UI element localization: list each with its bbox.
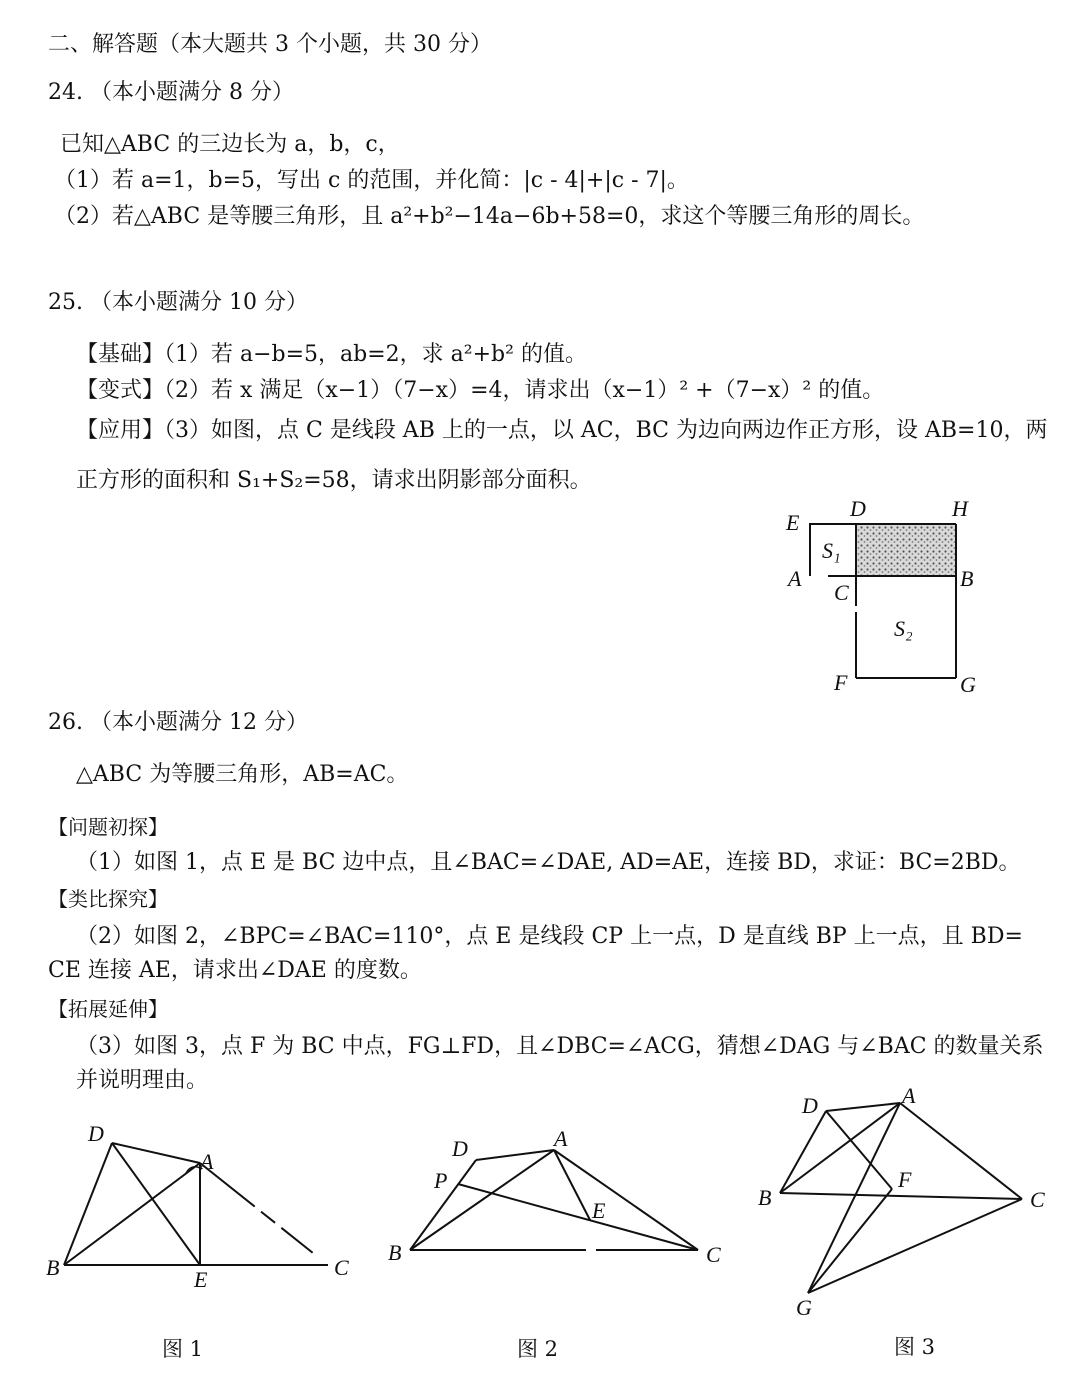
figure-1-caption: 图 1 bbox=[162, 1337, 204, 1361]
fig2-label-c: C bbox=[706, 1242, 721, 1267]
q25-apply-line1: 【应用】（3）如图，点 C 是线段 AB 上的一点，以 AC，BC 为边向两边作正方形，设 AB=10，两 bbox=[76, 418, 1048, 443]
seg-pc bbox=[458, 1184, 698, 1250]
figure-2-caption: 图 2 bbox=[517, 1337, 559, 1361]
q25-variant: 【变式】（2）若 x 满足（x−1）（7−x）=4，请求出（x−1）² +（7−x）² 的值。 bbox=[76, 378, 885, 403]
fig2-label-b: B bbox=[388, 1240, 402, 1265]
fig3-label-c: C bbox=[1030, 1187, 1045, 1212]
shaded-region bbox=[856, 524, 956, 576]
seg-ba bbox=[410, 1150, 554, 1250]
seg-de bbox=[112, 1143, 200, 1265]
q26-part2-line1: （2）如图 2，∠BPC=∠BAC=110°，点 E 是线段 CP 上一点，D 是直线 BP 上一点，且 BD= bbox=[76, 924, 1023, 949]
fig1-label-b: B bbox=[46, 1255, 60, 1280]
section-title: 二、解答题（本大题共 3 个小题，共 30 分） bbox=[48, 32, 492, 57]
q26-heading: 26. （本小题满分 12 分） bbox=[48, 710, 308, 735]
label-h: H bbox=[952, 496, 968, 521]
q26-part1: （1）如图 1，点 E 是 BC 边中点，且∠BAC=∠DAE, AD=AE，连接 BD，求证：BC=2BD。 bbox=[76, 850, 1021, 875]
q26-extend-title: 【拓展延伸】 bbox=[48, 997, 168, 1021]
fig2-label-a: A bbox=[554, 1126, 568, 1151]
q26-part3-line2: 并说明理由。 bbox=[76, 1068, 209, 1093]
label-d: D bbox=[850, 496, 866, 521]
q26-explore-title: 【问题初探】 bbox=[48, 815, 168, 839]
fig3-label-a: A bbox=[902, 1083, 916, 1108]
q25-heading: 25. （本小题满分 10 分） bbox=[48, 290, 308, 315]
fig1-label-e: E bbox=[194, 1267, 208, 1292]
fig2-label-d: D bbox=[452, 1136, 468, 1161]
fig1-label-c: C bbox=[334, 1255, 349, 1280]
label-b: B bbox=[960, 566, 974, 591]
fig2-label-p: P bbox=[434, 1168, 448, 1193]
label-s2: S₂ bbox=[894, 616, 913, 641]
q25-apply-line2: 正方形的面积和 S₁+S₂=58，请求出阴影部分面积。 bbox=[76, 468, 592, 493]
q26-analogy-title: 【类比探究】 bbox=[48, 887, 168, 911]
seg-ac bbox=[554, 1150, 698, 1250]
seg-db bbox=[780, 1111, 826, 1193]
seg-ae bbox=[554, 1150, 590, 1220]
fig3-label-g: G bbox=[796, 1295, 812, 1320]
seg-ag bbox=[808, 1103, 900, 1293]
fig3-label-f: F bbox=[898, 1167, 912, 1192]
fig3-label-b: B bbox=[758, 1185, 772, 1210]
q25-basic: 【基础】（1）若 a−b=5，ab=2，求 a²+b² 的值。 bbox=[76, 342, 587, 367]
figure-3-caption: 图 3 bbox=[894, 1335, 936, 1359]
q26-intro: △ABC 为等腰三角形，AB=AC。 bbox=[76, 762, 409, 787]
figure-2 bbox=[380, 1120, 730, 1280]
q25-squares-figure bbox=[770, 490, 1010, 700]
label-s1: S₁ bbox=[822, 538, 841, 563]
q26-part2-line2: CE 连接 AE，请求出∠DAE 的度数。 bbox=[48, 958, 422, 983]
seg-bc bbox=[780, 1193, 1022, 1199]
fig3-label-d: D bbox=[802, 1093, 818, 1118]
q24-heading: 24. （本小题满分 8 分） bbox=[48, 80, 294, 105]
label-g: G bbox=[960, 672, 976, 697]
q24-intro: 已知△ABC 的三边长为 a，b，c， bbox=[60, 132, 400, 157]
seg-ac bbox=[900, 1103, 1022, 1199]
label-a: A bbox=[788, 566, 802, 591]
fig2-label-e: E bbox=[592, 1198, 606, 1223]
seg-ac bbox=[200, 1163, 328, 1265]
q26-part3-line1: （3）如图 3，点 F 为 BC 中点，FG⊥FD，且∠DBC=∠ACG，猜想∠DAG 与∠BAC 的数量关系 bbox=[76, 1034, 1044, 1059]
seg-gc bbox=[808, 1199, 1022, 1293]
seg-ba bbox=[780, 1103, 900, 1193]
label-e: E bbox=[786, 510, 800, 535]
q24-part1: （1）若 a=1，b=5，写出 c 的范围，并化简：|c - 4|+|c - 7|。 bbox=[54, 168, 689, 193]
seg-da bbox=[826, 1103, 900, 1111]
label-f: F bbox=[834, 670, 848, 695]
figure-3 bbox=[750, 1085, 1060, 1325]
fig1-label-d: D bbox=[88, 1121, 104, 1146]
q24-part2: （2）若△ABC 是等腰三角形，且 a²+b²−14a−6b+58=0，求这个等腰三角形的周长。 bbox=[54, 204, 925, 229]
fig1-label-a: A bbox=[200, 1149, 214, 1174]
label-c: C bbox=[834, 580, 849, 605]
figure-1 bbox=[40, 1115, 370, 1305]
